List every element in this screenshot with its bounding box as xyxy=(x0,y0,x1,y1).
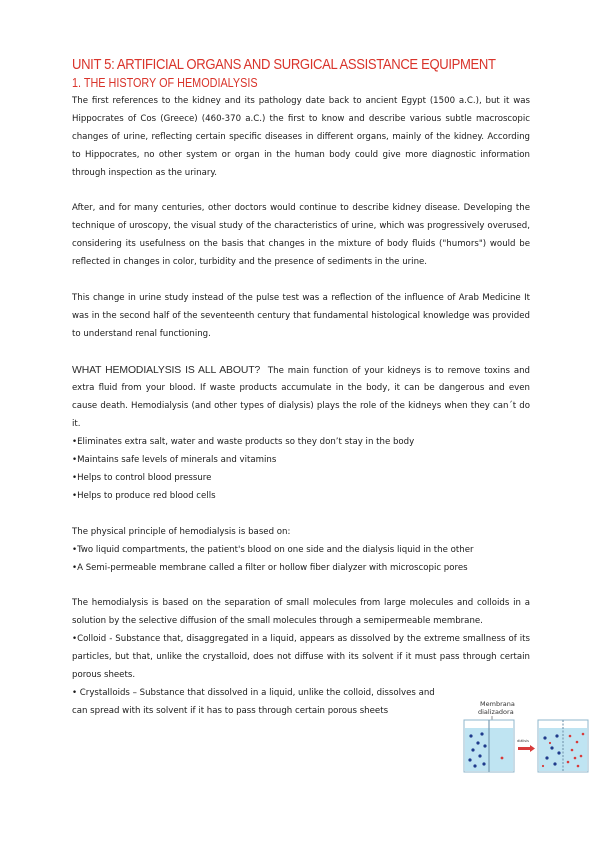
list-item: • Two liquid compartments, the patient's blood on one side and the dialysis liquid in the other xyxy=(72,542,530,560)
right-container xyxy=(538,720,588,772)
hemodialysis-intro-text: The main function of your kidneys is to remove toxins and extra fluid from your blood. If waste products accumulate in the body, it can be dangerous and even cause death. Hemodialysis (and other types of dialysis) plays the role of the kidneys when they can´t do it. xyxy=(72,365,530,430)
paragraph-history-3: This change in urine study instead of the pulse test was a reflection of the influence of Arab Medicine It was in the second half of the seventeenth century that fundamental histological knowledge was provided to understand renal functioning. xyxy=(72,292,530,339)
list-item: • Eliminates extra salt, water and waste products so they don’t stay in the body xyxy=(72,434,530,452)
paragraph-last-line: can spread with its solvent if it has to pass through certain porous sheets xyxy=(72,705,389,716)
figure-label-line2: dializadora xyxy=(478,708,514,716)
paragraph-hemodialysis-intro xyxy=(72,362,530,435)
definitions-list xyxy=(72,631,530,703)
dialysis-membrane-figure xyxy=(462,698,590,774)
list-item: • Maintains safe levels of minerals and vitamins xyxy=(72,452,530,470)
section-heading-hemodialysis: WHAT HEMODIALYSIS IS ALL ABOUT? xyxy=(72,364,261,376)
list-item: • A Semi-permeable membrane called a filter or hollow fiber dialyzer with microscopic pores xyxy=(72,560,530,578)
section-heading-history: 1. THE HISTORY OF HEMODIALYSIS xyxy=(72,76,258,90)
list-item: • Helps to control blood pressure xyxy=(72,470,530,488)
kidney-functions-list xyxy=(72,434,530,506)
list-item: • Helps to produce red blood cells xyxy=(72,488,530,506)
paragraph-history-2: After, and for many centuries, other doctors would continue to describe kidney disease. Developing the technique of uroscopy, the visual study of the characteristics of urine, which was progressively overused, considering its usefulness on the basis that changes in the mixture of body fluids ("humors") would be reflected in changes in color, turbidity and the presence of sediments in the urine. xyxy=(72,203,530,268)
principles-list xyxy=(72,542,530,578)
figure-label-line1: Membrana xyxy=(480,700,515,708)
diffusion-arrow xyxy=(517,739,535,752)
arrow-label: diálisis xyxy=(517,739,529,743)
left-container xyxy=(464,720,514,772)
document-page xyxy=(72,56,530,721)
list-item: • Colloid - Substance that, disaggregated in a liquid, appears as dissolved by the extreme smallness of its particles, but that, unlike the crystalloid, does not diffuse with its solvent if it must pass through certain porous sheets. xyxy=(72,631,530,685)
paragraph-separation: The hemodialysis is based on the separation of small molecules from large molecules and colloids in a solution by the selective diffusion of the small molecules through a semipermeable membrane. xyxy=(72,598,530,627)
page-title: UNIT 5: ARTIFICIAL ORGANS AND SURGICAL ASSISTANCE EQUIPMENT xyxy=(72,56,496,73)
list-item: • Crystalloids – Substance that dissolved in a liquid, unlike the colloid, dissolves and xyxy=(72,685,530,703)
paragraph-history-1: The first references to the kidney and its pathology date back to ancient Egypt (1500 a.C.), but it was Hippocrates of Cos (Greece) (460-370 a.C.) the first to know and describe various subtle macroscopic changes of urine, reflecting certain specific diseases in different organs, mainly of the kidney. According to Hippocrates, no other system or organ in the human body could give more diagnostic information through inspection as the urinary. xyxy=(72,96,530,178)
paragraph-principle-intro: The physical principle of hemodialysis is based on: xyxy=(72,526,291,537)
